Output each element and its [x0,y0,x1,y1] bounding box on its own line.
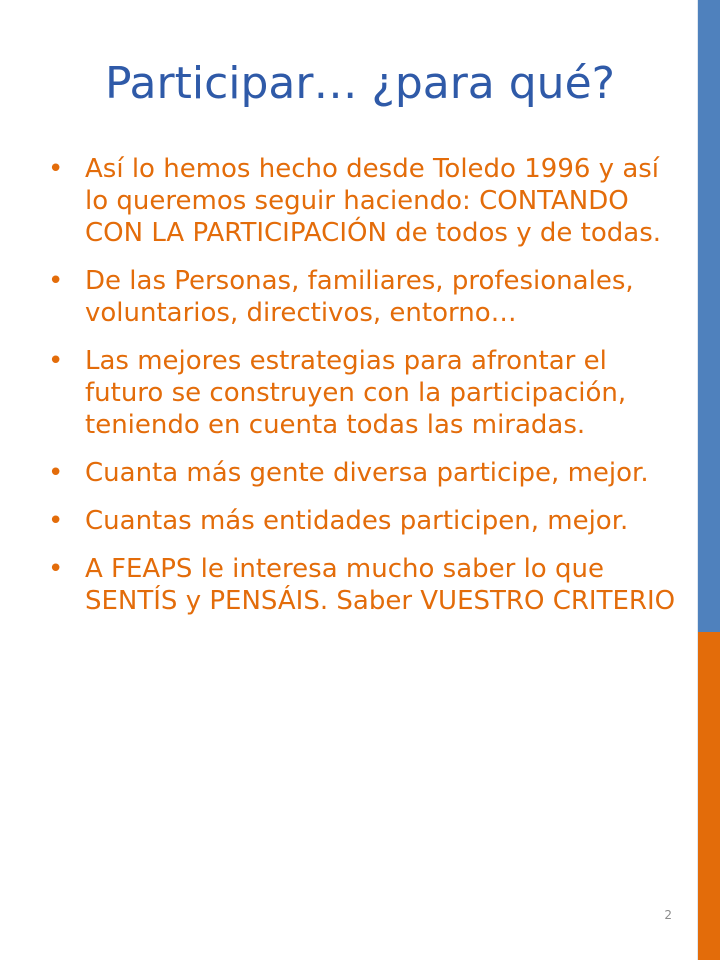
bullet-text: Cuanta más gente diversa participe, mejor. [85,458,649,488]
bullet-text: Las mejores estrategias para afrontar el futuro se construyen con la participación, teniendo en cuenta todas las miradas. [85,346,627,440]
side-bar-orange [697,632,720,960]
bullet-item [48,345,688,441]
bullet-dot-icon: • [48,154,64,184]
bullet-item [48,457,688,489]
bullet-item [48,505,688,537]
bullet-list [48,153,688,633]
bullet-dot-icon: • [48,554,64,584]
bullet-text: A FEAPS le interesa mucho saber lo que SENTÍS y PENSÁIS. Saber VUESTRO CRITERIO [85,554,676,616]
bullet-dot-icon: • [48,506,64,536]
bullet-dot-icon: • [48,458,64,488]
bullet-item [48,153,688,249]
slide-title: Participar… ¿para qué? [105,58,615,109]
bullet-item [48,265,688,329]
bullet-text: De las Personas, familiares, profesionales, voluntarios, directivos, entorno… [85,266,634,328]
bullet-text: Así lo hemos hecho desde Toledo 1996 y así lo queremos seguir haciendo: CONTANDO CON LA PARTICIPACIÓN de todos y de todas. [85,154,662,248]
side-bar-blue [697,0,720,632]
slide-number: 2 [664,908,672,922]
bullet-dot-icon: • [48,346,64,376]
bullet-dot-icon: • [48,266,64,296]
bullet-text: Cuantas más entidades participen, mejor. [85,506,629,536]
bullet-item [48,553,688,617]
